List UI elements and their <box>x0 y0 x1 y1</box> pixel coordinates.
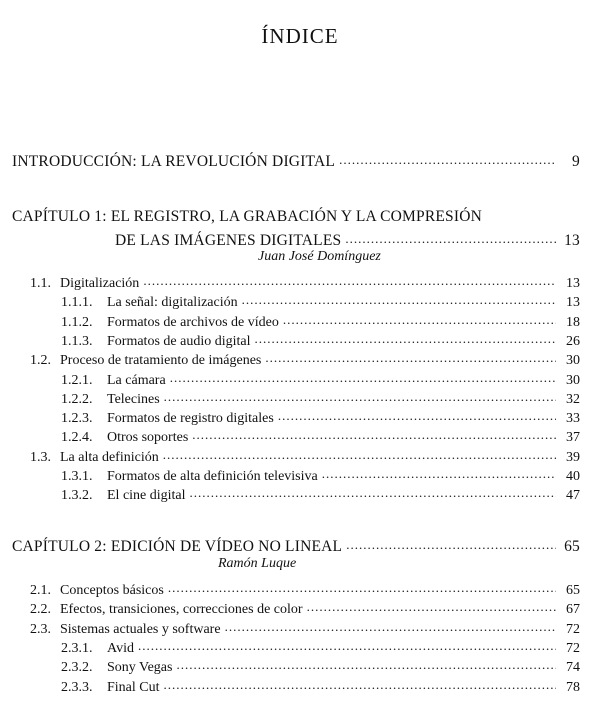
dot-leader <box>345 229 556 245</box>
toc-entry-label <box>61 430 188 446</box>
toc-entry-label <box>61 411 274 427</box>
toc-page-number: 13 <box>564 231 580 249</box>
toc-page-number: 47 <box>566 488 580 504</box>
toc-section-title: Conceptos básicos <box>60 583 164 598</box>
toc-entry-label <box>61 295 238 311</box>
toc-page-number: 65 <box>566 583 580 598</box>
toc-page-number: 72 <box>566 640 580 656</box>
toc-entry[interactable] <box>61 427 580 446</box>
toc-entry-label <box>30 450 159 466</box>
toc-page-number: 40 <box>566 469 580 484</box>
dot-leader <box>225 619 556 633</box>
toc-entry-label <box>61 334 250 350</box>
toc-entry[interactable] <box>61 370 580 389</box>
toc-section-title: Formatos de registro digitales <box>107 411 274 427</box>
toc-section-number: 2.2. <box>30 602 51 618</box>
dot-leader <box>190 485 556 499</box>
toc-entry-label: INTRODUCCIÓN: LA REVOLUCIÓN DIGITAL <box>12 152 336 170</box>
toc-section-number: 1.1.3. <box>61 333 93 349</box>
toc-entry[interactable] <box>61 331 580 350</box>
toc-section-number: 1.3. <box>30 449 51 465</box>
toc-page-number: 65 <box>564 537 580 555</box>
dot-leader <box>164 677 556 691</box>
toc-entry[interactable] <box>61 677 580 696</box>
dot-leader <box>163 447 556 461</box>
toc-section-number: 1.2.4. <box>61 430 93 446</box>
toc-section-title: Proceso de tratamiento de imágenes <box>60 353 262 369</box>
toc-entry-label <box>30 622 221 638</box>
toc-entry-label <box>30 353 261 369</box>
toc-entry[interactable] <box>61 466 580 485</box>
dot-leader <box>278 408 556 422</box>
toc-section-title: Formatos de audio digital <box>107 333 251 349</box>
toc-page-number: 37 <box>566 430 580 446</box>
toc-entry-label <box>61 488 186 504</box>
toc-entry[interactable] <box>61 292 580 311</box>
toc-entry[interactable] <box>30 619 580 638</box>
toc-section-title: Final Cut <box>107 679 160 695</box>
toc-page-number: 39 <box>566 449 580 465</box>
toc-entry[interactable] <box>61 389 580 408</box>
dot-leader <box>307 599 556 613</box>
chapter-1-author: Juan José Domínguez <box>258 249 381 264</box>
toc-page-number: 30 <box>566 353 580 369</box>
dot-leader <box>346 535 556 551</box>
toc-section-title: La señal: digitalización <box>107 295 238 311</box>
toc-section-number: 2.3.1. <box>61 640 93 656</box>
toc-section-number: 1.1.1. <box>61 295 93 311</box>
toc-page-number: 32 <box>566 391 580 407</box>
dot-leader <box>168 580 556 594</box>
toc-entry-label <box>30 276 139 292</box>
toc-page-number: 26 <box>566 333 580 349</box>
toc-page-number: 72 <box>566 621 580 637</box>
toc-section-title: Formatos de alta definición televisiva <box>107 469 318 484</box>
toc-section-number: 1.1.2. <box>61 314 93 330</box>
toc-entry[interactable] <box>30 273 580 292</box>
dot-leader <box>176 657 556 671</box>
toc-entry-chapter-2[interactable] <box>12 535 580 556</box>
toc-section-title: Sistemas actuales y software <box>60 621 221 637</box>
toc-entry[interactable] <box>30 599 580 618</box>
toc-section-number: 2.1. <box>30 583 51 598</box>
toc-section-title: Otros soportes <box>107 430 189 446</box>
toc-page-number: 33 <box>566 411 580 427</box>
dot-leader <box>265 350 556 364</box>
toc-section-number: 1.2.3. <box>61 411 93 427</box>
toc-entry-label: CAPÍTULO 2: EDICIÓN DE VÍDEO NO LINEAL <box>12 537 343 555</box>
toc-section-title: La alta definición <box>60 449 159 465</box>
toc-page-number: 30 <box>566 372 580 388</box>
toc-entry[interactable] <box>61 408 580 427</box>
toc-section-number: 2.3. <box>30 621 51 637</box>
toc-entry[interactable] <box>61 638 580 657</box>
dot-leader <box>138 638 556 652</box>
dot-leader <box>170 370 556 384</box>
toc-page-number: 18 <box>566 314 580 330</box>
toc-page-number: 67 <box>566 602 580 618</box>
toc-section-number: 1.2.1. <box>61 372 93 388</box>
chapter-2-author: Ramón Luque <box>218 556 297 571</box>
dot-leader <box>254 331 556 345</box>
dot-leader <box>242 292 556 306</box>
toc-entry[interactable] <box>61 312 580 331</box>
toc-page-number: 78 <box>566 679 580 695</box>
toc-entry-chapter-1[interactable] <box>115 229 580 250</box>
toc-entry-label <box>30 583 164 599</box>
toc-section-title: Digitalización <box>60 276 140 291</box>
toc-page-number: 74 <box>566 660 580 676</box>
page-title: ÍNDICE <box>261 24 339 48</box>
toc-entry-label <box>61 660 172 676</box>
toc-section-number: 1.2. <box>30 353 51 369</box>
dot-leader <box>283 312 556 326</box>
toc-page-number: 13 <box>566 295 580 311</box>
toc-entry-label <box>61 641 134 657</box>
toc-entry-intro[interactable] <box>12 150 580 171</box>
toc-section-title: El cine digital <box>107 488 186 504</box>
toc-page-number: 13 <box>566 276 580 291</box>
toc-entry-label <box>61 315 279 331</box>
toc-section-title: Avid <box>107 640 134 656</box>
toc-entry[interactable] <box>61 657 580 676</box>
toc-section-number: 1.2.2. <box>61 391 93 407</box>
toc-entry-label: DE LAS IMÁGENES DIGITALES <box>115 231 342 249</box>
dot-leader <box>143 273 556 287</box>
chapter-1-title-line1[interactable]: CAPÍTULO 1: EL REGISTRO, LA GRABACIÓN Y LA COMPRESIÓN <box>12 208 483 225</box>
toc-section-title: Formatos de archivos de vídeo <box>107 314 279 330</box>
dot-leader <box>192 427 556 441</box>
toc-section-number: 1.3.2. <box>61 488 93 504</box>
toc-entry[interactable] <box>61 485 580 504</box>
toc-entry-label <box>61 373 166 389</box>
toc-entry[interactable] <box>30 447 580 466</box>
dot-leader <box>322 466 556 480</box>
toc-entry-label <box>61 392 160 408</box>
toc-section-title: Efectos, transiciones, correcciones de color <box>60 602 303 618</box>
toc-section-title: La cámara <box>107 372 166 388</box>
toc-section-title: Sony Vegas <box>107 660 173 676</box>
toc-section-number: 2.3.2. <box>61 660 93 676</box>
toc-entry-label <box>30 602 303 618</box>
toc-page-number: 9 <box>572 152 580 170</box>
toc-section-number: 1.1. <box>30 276 51 291</box>
toc-section-title: Telecines <box>107 391 160 407</box>
toc-entry[interactable] <box>30 350 580 369</box>
dot-leader <box>164 389 556 403</box>
toc-entry[interactable] <box>30 580 580 599</box>
toc-section-number: 1.3.1. <box>61 469 93 484</box>
toc-entry-label <box>61 469 318 485</box>
dot-leader <box>339 150 556 166</box>
toc-entry-label <box>61 680 160 696</box>
toc-section-number: 2.3.3. <box>61 679 93 695</box>
